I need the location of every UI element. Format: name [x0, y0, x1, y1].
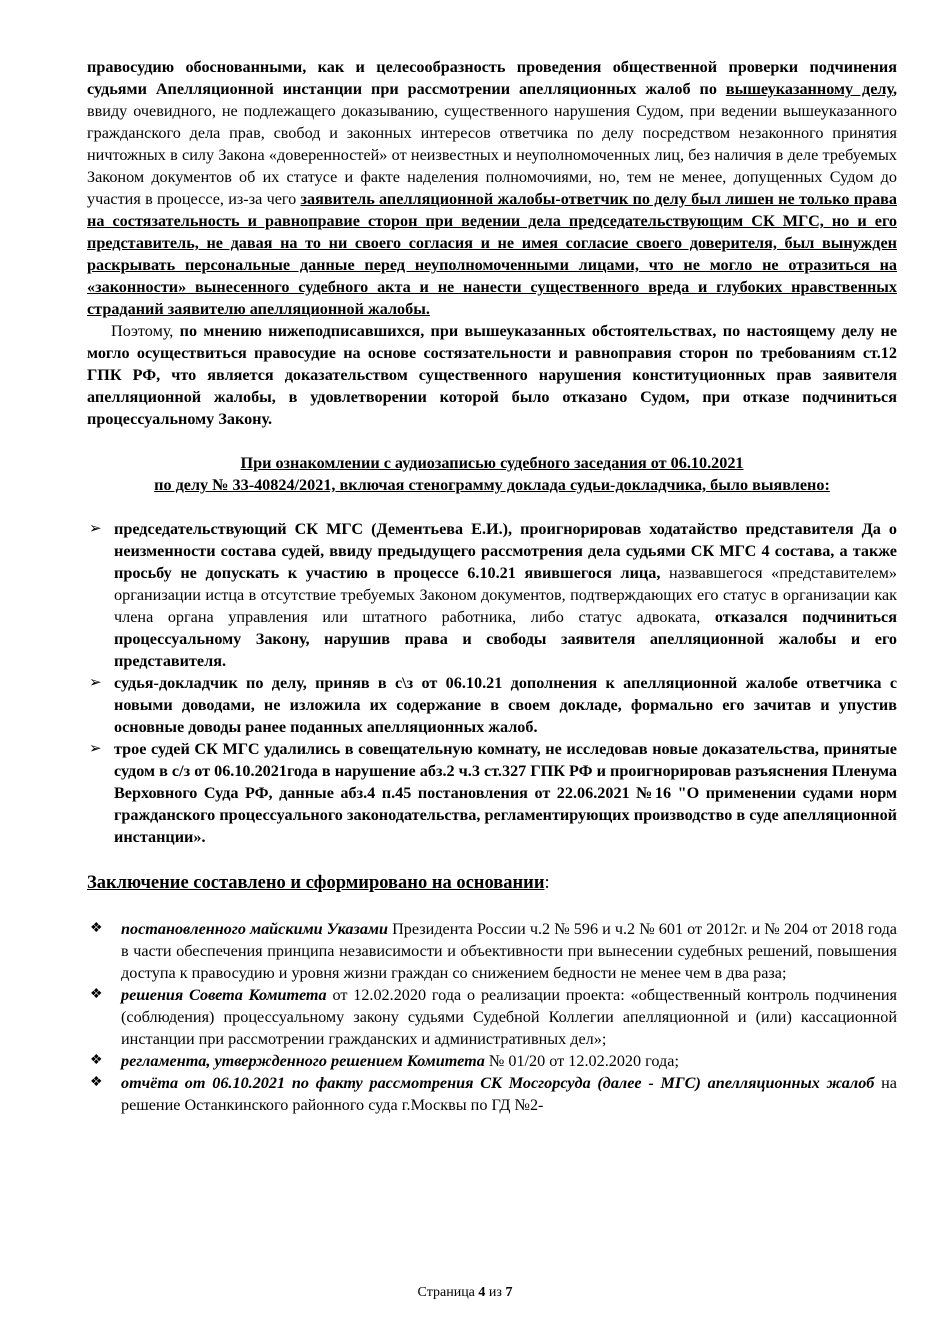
findings-heading-line-2: по делу № 33-40824/2021, включая стенограмму доклада судьи-докладчика, было выявлено: [154, 476, 830, 494]
basis-item-4 [87, 1072, 897, 1116]
paragraph-2 [87, 320, 897, 430]
basis-3-bold-italic: регламента, утвержденного решением Комитета [121, 1052, 485, 1070]
footer-prefix: Страница [417, 1285, 479, 1300]
diamond-bullet-icon: ❖ [90, 987, 103, 1002]
basis-4-regular: на решение Останкинского районного суда г.Москвы по ГД №2- [121, 1074, 897, 1114]
basis-1-regular: Президента России ч.2 № 596 и ч.2 № 601 от 2012г. и № 204 от 2018 года в части обеспечения принципа независимости и объективности при вынесении судебных решений, повышения доступа к правосудию и уровня жизни граждан со снижением бедности не менее чем в два раза; [121, 920, 897, 982]
p1-bold-1: правосудию обоснованными, как и целесообразность проведения общественной проверки подчинения судьями Апелляционной инстанции при рассмотрении апелляционных жалоб по [87, 58, 897, 98]
arrow-bullet-icon: ➢ [89, 675, 102, 691]
diamond-bullet-icon: ❖ [90, 1053, 103, 1068]
finding-item-2 [87, 672, 897, 738]
basis-item-3 [87, 1050, 897, 1072]
page-footer [0, 1282, 930, 1304]
p2-regular-1: Поэтому, [111, 322, 180, 340]
conclusion-title: Заключение составлено и сформировано на основании [87, 873, 545, 893]
findings-list [87, 518, 897, 848]
paragraph-1 [87, 56, 897, 320]
arrow-bullet-icon: ➢ [89, 741, 102, 757]
finding-1-bold-2: отказался подчиниться процессуальному Закону, нарушив права и свободы заявителя апелляционной жалобы и его представителя. [114, 608, 897, 670]
arrow-bullet-icon: ➢ [89, 521, 102, 537]
diamond-bullet-icon: ❖ [90, 1075, 103, 1090]
bases-list [87, 918, 897, 1116]
conclusion-colon: : [544, 873, 550, 893]
basis-3-regular: № 01/20 от 12.02.2020 года; [484, 1052, 679, 1070]
finding-3-bold: трое судей СК МГС удалились в совещательную комнату, не исследовав новые доказательства, принятые судом в с/з от 06.10.2021года в нарушение абз.2 ч.3 ст.327 ГПК РФ и проигнорировав разъяснения Пленума Верховного Суда РФ, данные абз.4 п.45 постановления от 22.06.2021 №16 "О применении судами норм гражданского процессуального законодательства, регламентирующих производство в суде апелляционной инстанции». [114, 740, 897, 846]
basis-item-1 [87, 918, 897, 984]
basis-1-bold-italic: постановленного майскими Указами [121, 920, 389, 938]
diamond-bullet-icon: ❖ [90, 921, 103, 936]
footer-current-page: 4 [478, 1285, 486, 1300]
basis-4-bold-italic: отчёта от 06.10.2021 по факту рассмотрения СК Мосгорсуда (далее - МГС) апелляционных жалоб [121, 1074, 875, 1092]
basis-item-2 [87, 984, 897, 1050]
finding-1-regular: назвавшегося «представителем» организации истца в отсутствие требуемых Законом документов, подтверждающих его статус в организации как члена органа управления или штатного работника, либо статус адвоката, [114, 564, 897, 626]
footer-total-pages: 7 [505, 1285, 513, 1300]
finding-1-bold-1: председательствующий СК МГС (Дементьева Е.И.), проигнорировав ходатайство представителя Да о неизменности состава судей, ввиду предыдущего рассмотрения дела судьями СК МГС 4 состава, а также просьбу не допускать к участию в процессе 6.10.21 явившегося лица, [114, 520, 897, 582]
conclusion-heading [87, 872, 897, 894]
finding-item-1 [87, 518, 897, 672]
p2-bold-1: по мнению нижеподписавшихся, при вышеуказанных обстоятельствах, по настоящему делу не могло осуществиться правосудие на основе состязательности и равноправия сторон по требованиям ст.12 ГПК РФ, что является доказательством существенного нарушения конституционных прав заявителя апелляционной жалобы, в удовлетворении которой было отказано Судом, при отказе подчиниться процессуальному Закону. [87, 322, 897, 428]
finding-item-3 [87, 738, 897, 848]
findings-heading-line-1: При ознакомлении с аудиозаписью судебного заседания от 06.10.2021 [240, 454, 744, 472]
p1-regular-1: ввиду очевидного, не подлежащего доказыванию, существенного нарушения Судом, при ведении вышеуказанного гражданского дела прав, свобод и законных интересов ответчика по делу посредством незаконного принятия ничтожных в силу Закона «доверенностей» от неизвестных и неуполномоченных лиц, без наличия в деле требуемых Законом документов об их статусе и факте наделения полномочиями, но, тем не менее, допущенных Судом до участия в процессе, из-за чего [87, 102, 897, 208]
basis-2-regular: от 12.02.2020 года о реализации проекта: «общественный контроль подчинения (соблюдения) процессуальному закону судьями Судебной Коллегии апелляционной и (или) кассационной инстанции при рассмотрении гражданских и административных дел»; [121, 986, 897, 1048]
basis-2-bold-italic: решения Совета Комитета [121, 986, 327, 1004]
p1-bold-underline-1: вышеуказанному делу [725, 80, 893, 98]
finding-2-bold: судья-докладчик по делу, приняв в с\з от 06.10.21 дополнения к апелляционной жалобе ответчика с новыми доводами, не изложила их содержание в своем докладе, формально его зачитав и упустив основные доводы ранее поданных апелляционных жалоб. [114, 674, 897, 736]
document-page [87, 56, 897, 1116]
findings-heading [87, 452, 897, 496]
p1-bold-2: , [892, 80, 897, 98]
footer-middle: из [485, 1285, 506, 1300]
p1-bold-underline-2: заявитель апелляционной жалобы-ответчик по делу был лишен не только права на состязательность и равноправие сторон при ведении дела председательствующим СК МГС, но и его представитель, не давая на то ни своего согласия и не имея согласие своего доверителя, был вынужден раскрывать персональные данные перед неуполномоченными лицами, что не могло не отразиться на «законности» вынесенного судебного акта и не нанести существенного вреда и глубоких нравственных страданий заявителю апелляционной жалобы. [87, 190, 897, 318]
